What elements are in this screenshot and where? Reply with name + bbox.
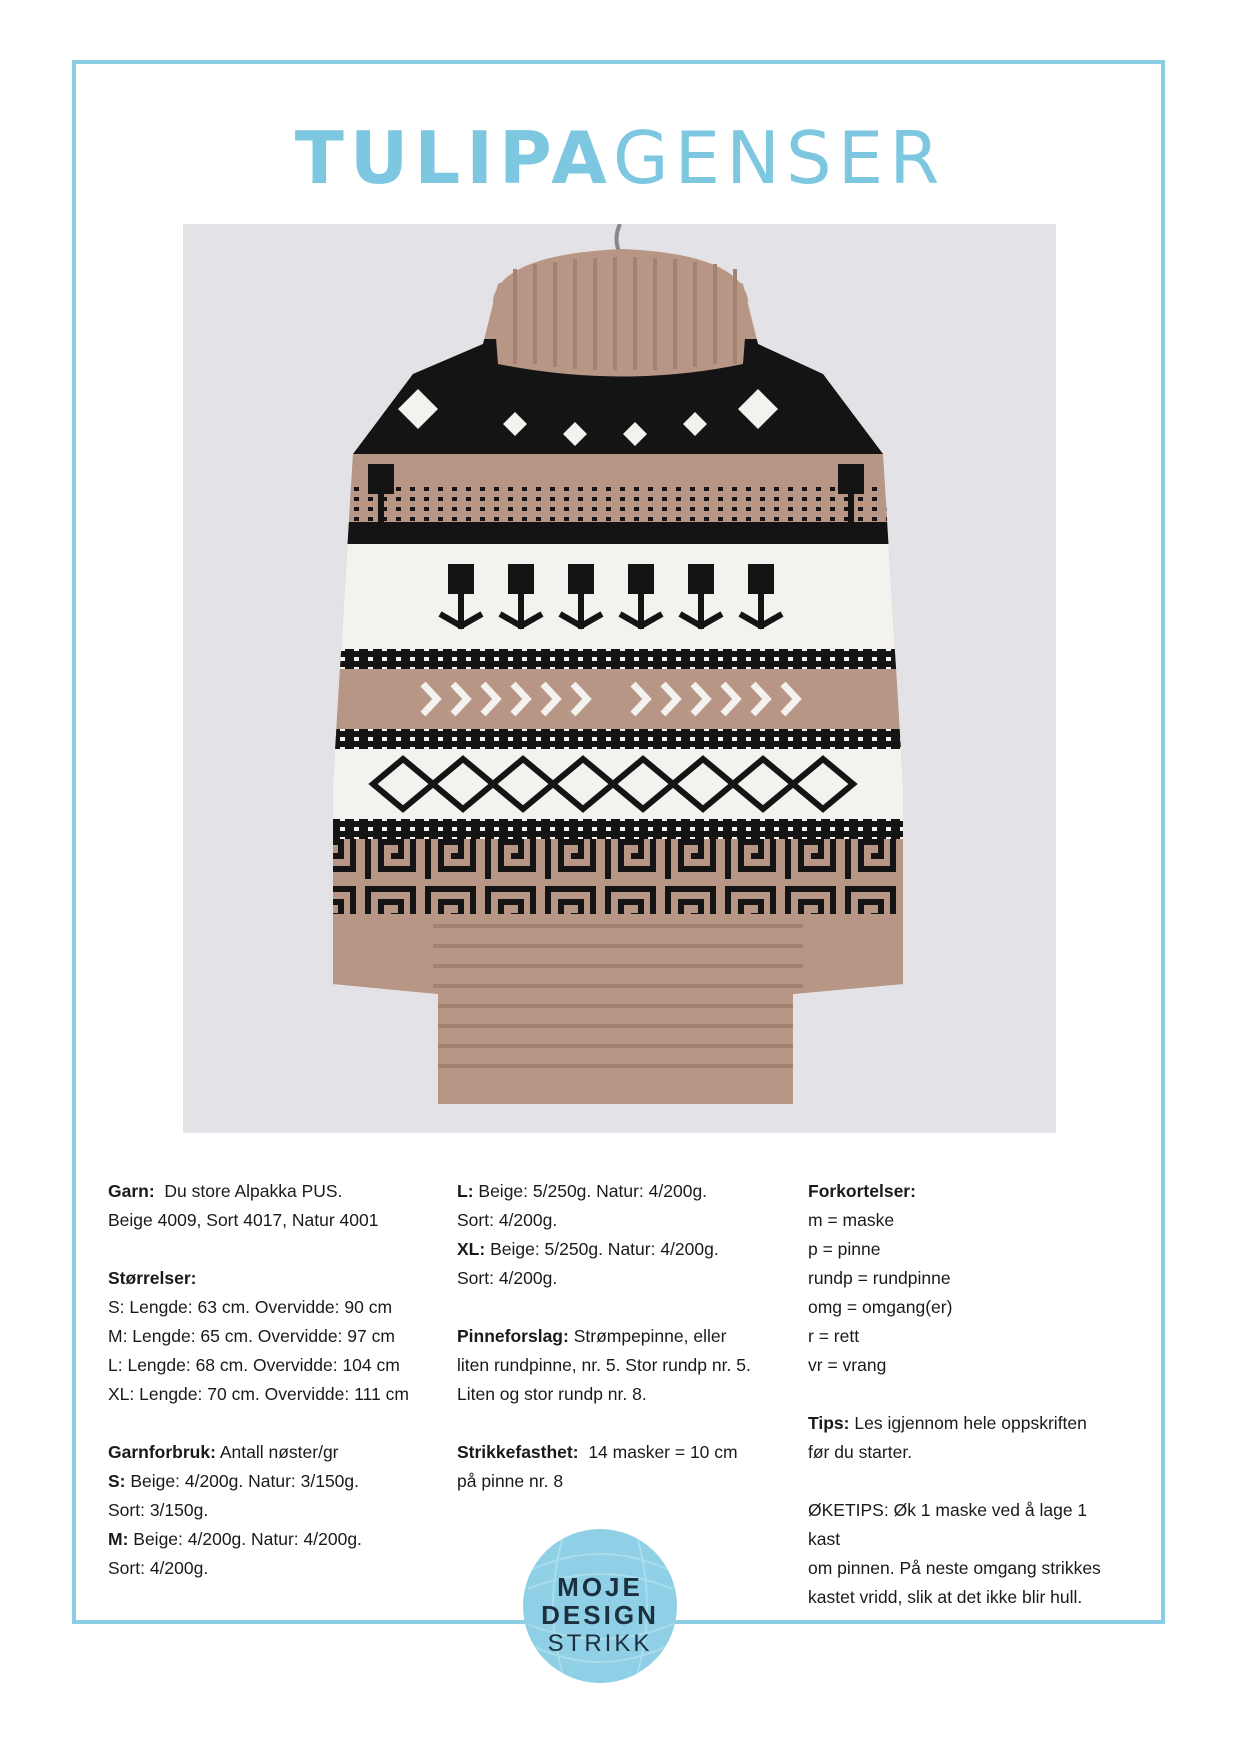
column-needles [457,1177,785,1525]
tips-line2: før du starter. [808,1442,913,1462]
abbr-item: m = maske [808,1210,895,1230]
column-materials [108,1177,432,1612]
pattern-title [0,118,1240,198]
yarn-size-l-cont: Sort: 4/200g. [457,1210,558,1230]
abbr-item: omg = omgang(er) [808,1297,953,1317]
yarn-size-s-cont: Sort: 3/150g. [108,1500,209,1520]
storrelser-heading: Størrelser: [108,1268,197,1288]
pinneforslag-line2: liten rundpinne, nr. 5. Stor rundp nr. 5. [457,1355,751,1375]
logo-line-2: DESIGN [541,1600,659,1630]
yarn-size-xl: XL: Beige: 5/250g. Natur: 4/200g. [457,1239,719,1259]
title-bold: TULIPA [294,116,613,200]
strikkefasthet-line2: på pinne nr. 8 [457,1471,564,1491]
garn-colors: Beige 4009, Sort 4017, Natur 4001 [108,1210,379,1230]
size-xl: XL: Lengde: 70 cm. Overvidde: 111 cm [108,1384,409,1404]
sweater-photo [183,224,1056,1133]
strikkefasthet-heading: Strikkefasthet: 14 masker = 10 cm [457,1442,738,1462]
garnforbruk-heading: Garnforbruk: Antall nøster/gr [108,1442,339,1462]
abbr-item: p = pinne [808,1239,881,1259]
moje-design-logo [523,1529,677,1683]
abbr-item: r = rett [808,1326,860,1346]
logo-line-1: MOJE [557,1572,643,1602]
yarn-size-m-cont: Sort: 4/200g. [108,1558,209,1578]
size-m: M: Lengde: 65 cm. Overvidde: 97 cm [108,1326,395,1346]
abbr-item: rundp = rundpinne [808,1268,951,1288]
oketips-line: om pinnen. På neste omgang strikkes [808,1558,1101,1578]
abbr-item: vr = vrang [808,1355,887,1375]
column-abbreviations [808,1177,1108,1641]
sweater-illustration [183,224,1056,1133]
logo-line-3: STRIKK [547,1630,653,1657]
title-light: GENSER [612,116,946,200]
garn-heading: Garn: Du store Alpakka PUS. [108,1181,343,1201]
pinneforslag-line3: Liten og stor rundp nr. 8. [457,1384,647,1404]
oketips-line: kastet vridd, slik at det ikke blir hull. [808,1587,1083,1607]
yarn-size-m: M: Beige: 4/200g. Natur: 4/200g. [108,1529,362,1549]
yarn-size-l: L: Beige: 5/250g. Natur: 4/200g. [457,1181,708,1201]
size-l: L: Lengde: 68 cm. Overvidde: 104 cm [108,1355,400,1375]
yarn-size-s: S: Beige: 4/200g. Natur: 3/150g. [108,1471,360,1491]
tips-heading: Tips: Les igjennom hele oppskriften [808,1413,1087,1433]
forkortelser-heading: Forkortelser: [808,1181,916,1201]
oketips-line: ØKETIPS: Øk 1 maske ved å lage 1 kast [808,1500,1088,1549]
size-s: S: Lengde: 63 cm. Overvidde: 90 cm [108,1297,393,1317]
yarn-size-xl-cont: Sort: 4/200g. [457,1268,558,1288]
pinneforslag-heading: Pinneforslag: Strømpepinne, eller [457,1326,727,1346]
